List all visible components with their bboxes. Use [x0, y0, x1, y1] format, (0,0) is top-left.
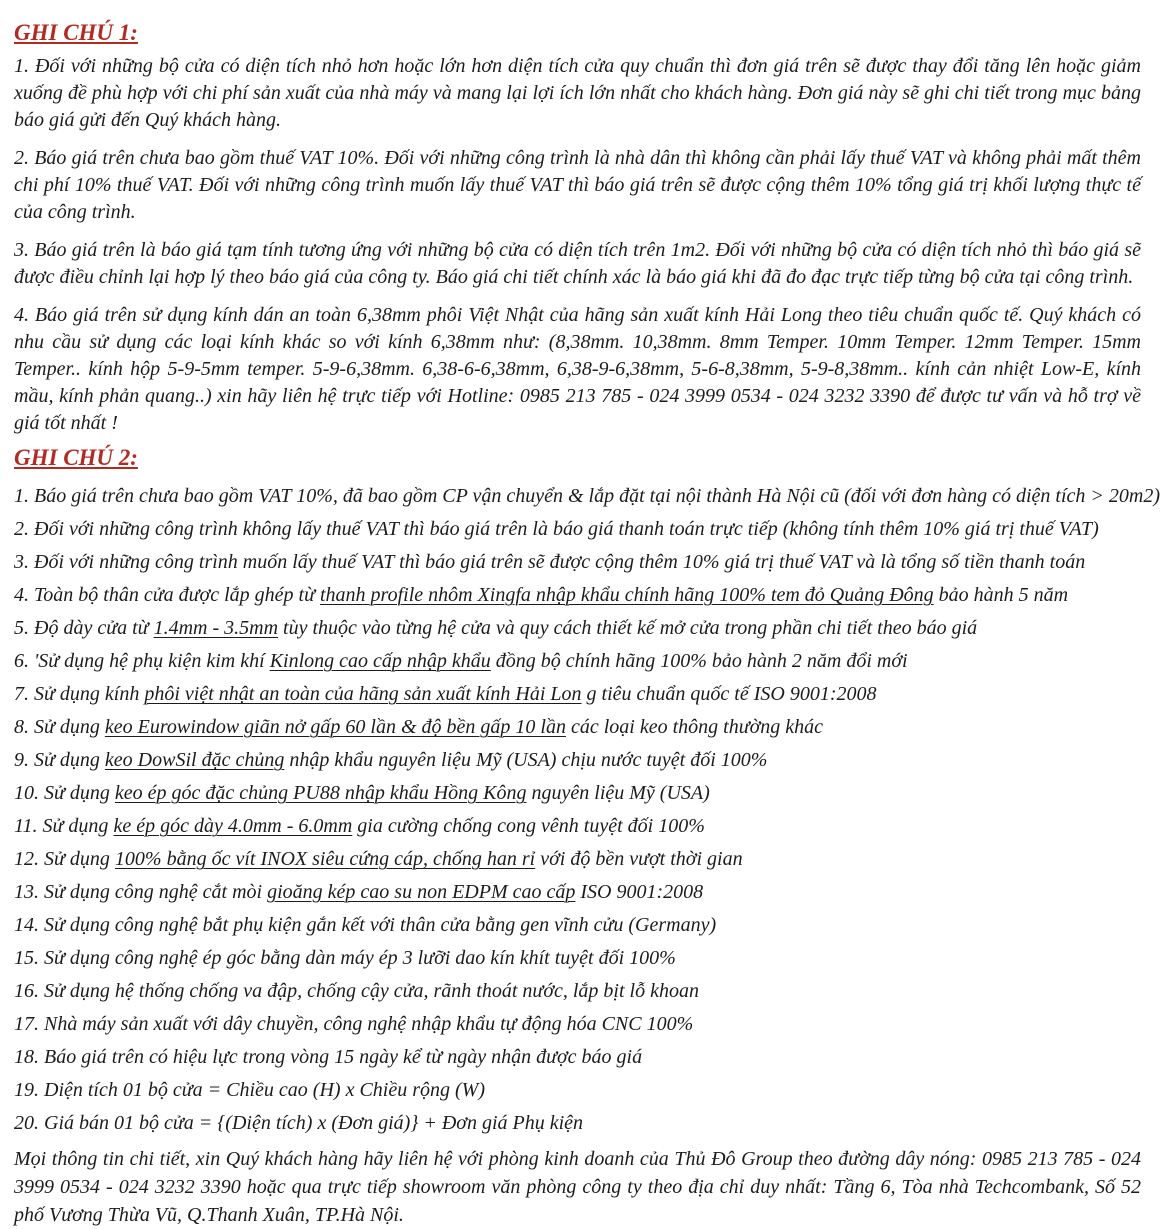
note-item: [14, 678, 1141, 711]
plain-text: 10. Sử dụng: [14, 782, 115, 804]
underlined-text: phôi việt nhật an toàn của hãng sản xuất kính Hải Lon: [144, 683, 582, 705]
note-item: [14, 1107, 1141, 1140]
underlined-text: gioăng kép cao su non EDPM cao cấp: [267, 881, 576, 903]
plain-text: ISO 9001:2008: [575, 881, 704, 903]
note-item: [14, 513, 1141, 546]
note-item: [14, 579, 1141, 612]
plain-text: 4. Toàn bộ thân cửa được lắp ghép từ: [14, 584, 320, 606]
plain-text: 9. Sử dụng: [14, 749, 105, 771]
underlined-text: 100% bằng ốc vít INOX siêu cứng cáp, chống han rỉ: [114, 848, 536, 870]
note1-heading: GHI CHÚ 1:: [14, 20, 138, 45]
plain-text: 3. Đối với những công trình muốn lấy thuế VAT thì báo giá trên sẽ được cộng thêm 10% giá trị thuế VAT và là tổng số tiền thanh toán: [14, 551, 1086, 573]
note1-paragraphs: [14, 53, 1141, 437]
plain-text: 11. Sử dụng: [14, 815, 114, 837]
plain-text: 1. Báo giá trên chưa bao gồm VAT 10%, đã bao gồm CP vận chuyển & lắp đặt tại nội thành Hà Nội cũ (đối với đơn hàng có diện tích > 20m2): [14, 485, 1161, 507]
note-item: [14, 942, 1141, 975]
plain-text: tùy thuộc vào từng hệ cửa và quy cách thiết kế mở cửa trong phần chi tiết theo báo giá: [278, 617, 978, 639]
underlined-text: keo DowSil đặc chủng: [104, 749, 285, 771]
underlined-text: ke ép góc dày 4.0mm - 6.0mm: [113, 815, 353, 837]
note-paragraph: 1. Đối với những bộ cửa có diện tích nhỏ hơn hoặc lớn hơn diện tích cửa quy chuẩn thì đơn giá trên sẽ được thay đổi tăng lên hoặc giảm xuống đề phù hợp với chi phí sản xuất của nhà máy và mang lại lợi ích lớn nhất cho khách hàng. Đơn giá này sẽ ghi chi tiết trong mục bảng báo giá gửi đến Quý khách hàng.: [14, 55, 1141, 131]
note-item: [14, 876, 1141, 909]
plain-text: 18. Báo giá trên có hiệu lực trong vòng 15 ngày kể từ ngày nhận được báo giá: [14, 1046, 643, 1068]
underlined-text: 1.4mm - 3.5mm: [153, 617, 279, 639]
note-item: [14, 480, 1161, 513]
plain-text: gia cường chống cong vênh tuyệt đối 100%: [352, 815, 705, 837]
note-item: [14, 777, 1141, 810]
note-item: [14, 810, 1141, 843]
underlined-text: thanh profile nhôm Xingfa nhập khẩu chính hãng 100% tem đỏ Quảng Đông: [320, 584, 934, 606]
note-item: [14, 744, 1141, 777]
note-paragraph: 2. Báo giá trên chưa bao gồm thuế VAT 10%. Đối với những công trình là nhà dân thì không cần phải lấy thuế VAT và không phải mất thêm chi phí 10% thuế VAT. Đối với những công trình muốn lấy thuế VAT thì báo giá trên sẽ được cộng thêm 10% tổng giá trị khối lượng thực tế của công trình.: [14, 147, 1141, 223]
plain-text: 12. Sử dụng: [14, 848, 115, 870]
note2-heading: GHI CHÚ 2:: [14, 445, 138, 470]
note-item: [14, 645, 1141, 678]
underlined-text: Kinlong cao cấp nhập khẩu: [269, 650, 491, 672]
plain-text: 17. Nhà máy sản xuất với dây chuyền, công nghệ nhập khẩu tự động hóa CNC 100%: [14, 1013, 694, 1035]
plain-text: 6. 'Sử dụng hệ phụ kiện kim khí: [14, 650, 270, 672]
footer-contact-paragraph: Mọi thông tin chi tiết, xin Quý khách hàng hãy liên hệ với phòng kinh doanh của Thủ Đô Group theo đường dây nóng: 0985 213 785 - 024 3999 0534 - 024 3232 3390 hoặc qua trực tiếp showroom văn phòng công ty theo địa chỉ duy nhất: Tầng 6, Tòa nhà Techcombank, Số 52 phố Vương Thừa Vũ, Q.Thanh Xuân, TP.Hà Nội.: [14, 1148, 1141, 1226]
note-item: [14, 909, 1141, 942]
note-item: [14, 1041, 1141, 1074]
plain-text: 2. Đối với những công trình không lấy thuế VAT thì báo giá trên là báo giá thanh toán trực tiếp (không tính thêm 10% giá trị thuế VAT): [14, 518, 1099, 540]
note2-items: [14, 480, 1161, 1140]
note-item: [14, 1008, 1141, 1041]
note-item: [14, 546, 1141, 579]
note-item: [14, 975, 1141, 1008]
underlined-text: keo ép góc đặc chủng PU88 nhập khẩu Hồng Kông: [114, 782, 527, 804]
plain-text: 8. Sử dụng: [14, 716, 105, 738]
plain-text: 13. Sử dụng công nghệ cắt mòi: [14, 881, 268, 903]
plain-text: 19. Diện tích 01 bộ cửa = Chiều cao (H) x Chiều rộng (W): [14, 1079, 485, 1101]
plain-text: với độ bền vượt thời gian: [535, 848, 743, 870]
plain-text: 14. Sử dụng công nghệ bắt phụ kiện gắn kết với thân cửa bằng gen vĩnh cửu (Germany): [14, 914, 717, 936]
plain-text: đồng bộ chính hãng 100% bảo hành 2 năm đổi mới: [490, 650, 908, 672]
note-item: [14, 711, 1141, 744]
plain-text: 5. Độ dày cửa từ: [14, 617, 154, 639]
plain-text: 15. Sử dụng công nghệ ép góc bằng dàn máy ép 3 lưỡi dao kín khít tuyệt đối 100%: [14, 947, 676, 969]
plain-text: g tiêu chuẩn quốc tế ISO 9001:2008: [581, 683, 877, 705]
underlined-text: keo Eurowindow giãn nở gấp 60 lần & độ bền gấp 10 lần: [104, 716, 566, 738]
note-item: [14, 612, 1141, 645]
note-item: [14, 1074, 1141, 1107]
plain-text: nguyên liệu Mỹ (USA): [526, 782, 710, 804]
plain-text: 16. Sử dụng hệ thống chống va đập, chống cậy cửa, rãnh thoát nước, lắp bịt lỗ khoan: [14, 980, 699, 1002]
plain-text: bảo hành 5 năm: [933, 584, 1069, 606]
note-item: [14, 843, 1141, 876]
plain-text: nhập khẩu nguyên liệu Mỹ (USA) chịu nước tuyệt đối 100%: [284, 749, 768, 771]
plain-text: 7. Sử dụng kính: [14, 683, 145, 705]
note-paragraph: 4. Báo giá trên sử dụng kính dán an toàn 6,38mm phôi Việt Nhật của hãng sản xuất kính Hải Long theo tiêu chuẩn quốc tế. Quý khách có nhu cầu sử dụng các loại kính khác so với kính 6,38mm như: (8,38mm. 10,38mm. 8mm Temper. 10mm Temper. 12mm Temper. 15mm Temper.. kính hộp 5-9-5mm temper. 5-9-6,38mm. 6,38-6-6,38mm, 6,38-9-6,38mm, 5-6-8,38mm, 5-9-8,38mm.. kính cản nhiệt Low-E, kính mầu, kính phản quang..) xin hãy liên hệ trực tiếp với Hotline: 0985 213 785 - 024 3999 0534 - 024 3232 3390 để được tư vấn và hỗ trợ về giá tốt nhất !: [14, 304, 1141, 434]
plain-text: 20. Giá bán 01 bộ cửa = {(Diện tích) x (Đơn giá)} + Đơn giá Phụ kiện: [14, 1112, 584, 1134]
plain-text: các loại keo thông thường khác: [565, 716, 824, 738]
note-paragraph: 3. Báo giá trên là báo giá tạm tính tương ứng với những bộ cửa có diện tích trên 1m2. Đối với những bộ cửa có diện tích nhỏ thì báo giá sẽ được điều chỉnh lại hợp lý theo báo giá của công ty. Báo giá chi tiết chính xác là báo giá khi đã đo đạc trực tiếp từng bộ cửa tại công trình.: [14, 239, 1141, 288]
